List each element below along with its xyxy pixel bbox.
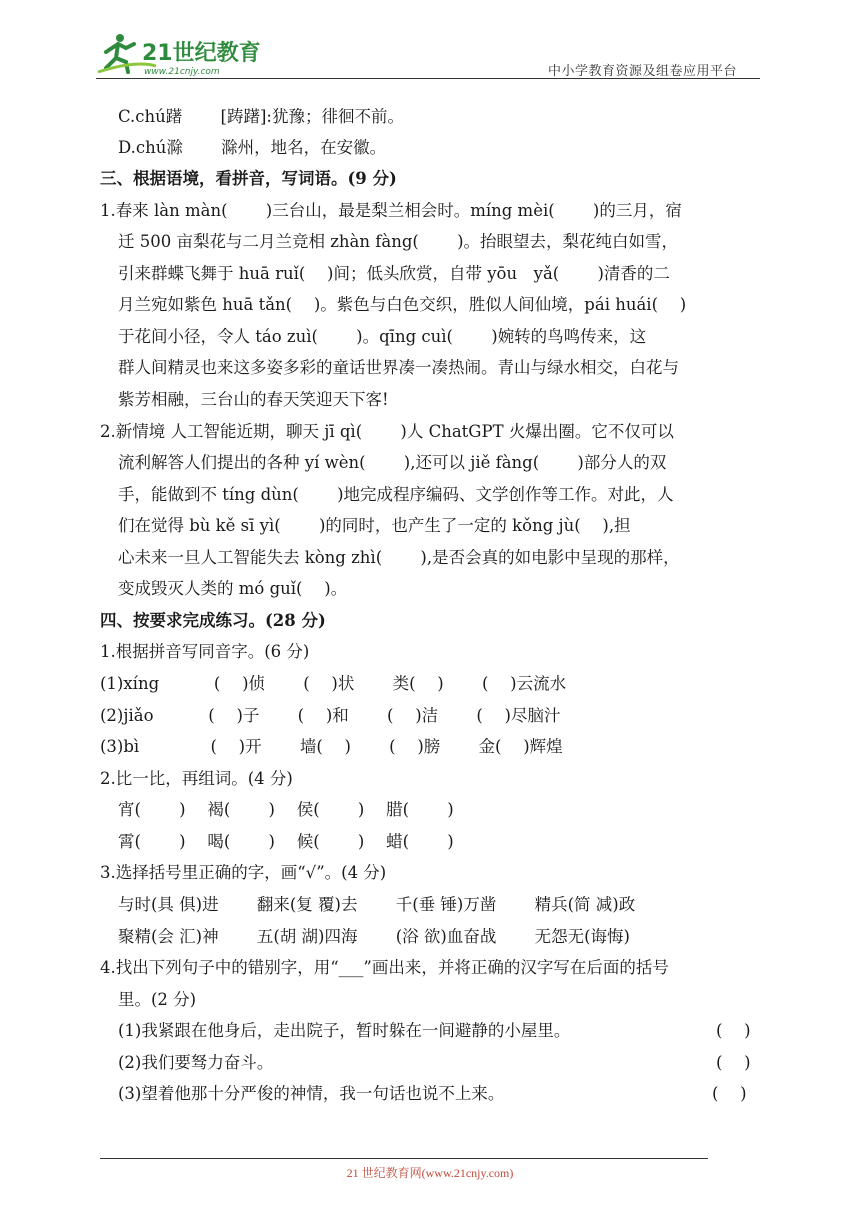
passage-1-line: 1.春来 làn màn( )三台山，最是梨兰相会时。míng mèi( )的三月，宿 [100,201,682,220]
homophone-row: (3)bì ( )开 墙( ) ( )膀 金( )辉煌 [100,737,563,756]
passage-1-line: 月兰宛如紫色 huā tǎn( )。紫色与白色交织，胜似人间仙境，pái huái( ) [118,295,687,314]
sentence-3: (3)望着他那十分严俊的神情，我一句话也说不上来。 [118,1084,505,1103]
question-1-title: 1.根据拼音写同音字。(6 分) [100,642,310,661]
platform-name: 中小学教育资源及组卷应用平台 [548,64,738,79]
passage-2-line: 变成毁灭人类的 mó guǐ( )。 [118,579,348,598]
homophone-row: (1)xíng ( )侦 ( )状 类( ) ( )云流水 [100,674,567,693]
section-4-heading: 四、按要求完成练习。(28 分) [100,611,326,630]
option-d: D.chú滁 滁州，地名，在安徽。 [118,138,387,157]
homophone-row: (2)jiǎo ( )子 ( )和 ( )洁 ( )尽脑汁 [100,706,561,725]
passage-1-line: 紫芳相融，三台山的春天笑迎天下客! [118,390,389,409]
passage-1-line: 引来群蝶飞舞于 huā ruǐ( )间；低头欣赏，自带 yōu yǎ( )清香的二 [118,264,670,283]
sentence-2: (2)我们要驽力奋斗。 [118,1053,274,1072]
passage-2-line: 2.新情境 人工智能近期，聊天 jī qì( )人 ChatGPT 火爆出圈。它不仅可以 [100,422,674,441]
answer-bracket: ( ) [712,1084,747,1103]
compare-row: 宵( ) 褐( ) 侯( ) 腊( ) [118,800,454,819]
compare-row: 霄( ) 喝( ) 候( ) 蜡( ) [118,832,454,851]
question-2-title: 2.比一比，再组词。(4 分) [100,769,293,788]
choice-row: 聚精(会 汇)神 五(胡 湖)四海 (浴 欲)血奋战 无怨无(诲悔) [118,927,630,946]
passage-1-line: 迁 500 亩梨花与二月兰竞相 zhàn fàng( )。抬眼望去，梨花纯白如雪， [118,232,679,251]
section-3-heading: 三、根据语境，看拼音，写词语。(9 分) [100,169,397,188]
option-c: C.chú躇 [踌躇]:犹豫；徘徊不前。 [118,107,404,126]
passage-2-line: 心未来一旦人工智能失去 kòng zhì( ),是否会真的如电影中呈现的那样， [118,548,680,567]
brand-logo [96,30,266,80]
question-3-title: 3.选择括号里正确的字，画“√”。(4 分) [100,863,387,882]
svg-text:21世纪教育: 21世纪教育 [142,41,261,66]
answer-bracket: ( ) [716,1053,751,1072]
passage-2-line: 们在觉得 bù kě sī yì( )的同时，也产生了一定的 kǒng jù( ),担 [118,516,631,535]
passage-2-line: 流利解答人们提出的各种 yí wèn( ),还可以 jiě fàng( )部分人的双 [118,453,667,472]
passage-1-line: 群人间精灵也来这多姿多彩的童话世界凑一凑热闹。青山与绿水相交，白花与 [118,358,679,377]
page-header [0,0,860,80]
footer-divider [100,1158,708,1159]
choice-row: 与时(具 俱)进 翻来(复 覆)去 千(垂 锤)万凿 精兵(简 减)政 [118,895,636,914]
question-4-title: 4.找出下列句子中的错别字，用“___”画出来，并将正确的汉字写在后面的括号 [100,958,669,977]
footer-link[interactable]: 21 世纪教育网(www.21cnjy.com) [346,1166,514,1180]
passage-1-line: 于花间小径，令人 táo zuì( )。qīng cuì( )婉转的鸟鸣传来，这 [118,327,647,346]
sentence-1: (1)我紧跟在他身后，走出院子，暂时躲在一间避静的小屋里。 [118,1021,571,1040]
question-4-title-cont: 里。(2 分) [118,990,197,1009]
passage-2-line: 手，能做到不 tíng dùn( )地完成程序编码、文学创作等工作。对此，人 [118,485,674,504]
answer-bracket: ( ) [716,1021,751,1040]
header-divider [96,78,760,79]
svg-text:www.21cnjy.com: www.21cnjy.com [144,67,220,77]
